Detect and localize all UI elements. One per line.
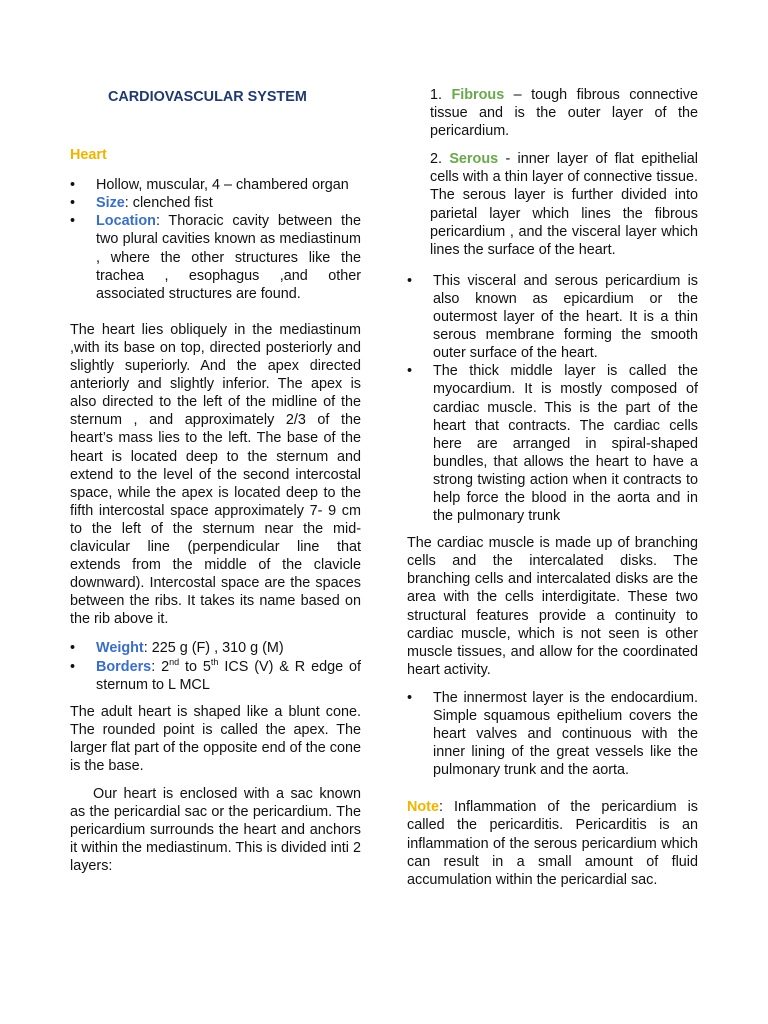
list-item: • This visceral and serous pericardium is also known as epicardium or the outermost layer of the heart. It is a thin serous membrane forming the smooth outer surface of the heart. — [407, 272, 698, 362]
note-paragraph: Note: Inflammation of the pericardium is called the pericarditis. Pericarditis is an inflammation of the serous pericardium which can result in a small amount of fluid accumulation within the pericardial sac. — [407, 799, 698, 888]
heart-layers-list — [407, 272, 698, 525]
left-column — [70, 86, 361, 876]
list-item: • The thick middle layer is called the myocardium. It is mostly composed of cardiac muscle. This is the part of the heart that contracts. The cardiac cells here are arranged in spiral-shaped bundles, that allows the heart to have a strong twisting action when it contracts to help force the blood in the aorta and in the pulmonary trunk — [407, 362, 698, 525]
endocardium-list — [407, 689, 698, 779]
location-label: Location — [96, 213, 156, 230]
heart-position-paragraph: The heart lies obliquely in the mediastinum ,with its base on top, directed posteriorly and slightly superiorly. And the apex directed anteriorly and slightly inferior. The apex is also directed to the left of the midline of the sternum , and approximately 2/3 of the heart’s mass lies to the left. The base of the heart is located deep to the sternum and extend to the level of the second intercostal space, while the apex is located deep to the fifth intercostal space approximately 7- 9 cm to the left of the sternum near the mid-clavicular line (perpendicular line that extends from the middle of the clavicle downward). Intercostal space are the spaces between the ribs. It takes its name based on the rib above it. — [70, 321, 361, 628]
weight-label: Weight — [96, 640, 144, 657]
cardiac-muscle-paragraph: The cardiac muscle is made up of branching cells and the intercalated disks. The branching cells and intercalated disks are the area with the cells interdigitate. These two structural features provide a continuity to cardiac muscle, which is not seen is other muscle tissues, and allow for the coordinated heart activity. — [407, 535, 698, 678]
size-label: Size — [96, 195, 125, 212]
list-item: • The innermost layer is the endocardium. Simple squamous epithelium covers the heart valves and continuous with the inner lining of the great vessels like the pulmonary trunk and the aorta. — [407, 689, 698, 779]
note-label: Note — [407, 799, 439, 816]
heart-measurements-list — [70, 639, 361, 693]
borders-label: Borders — [96, 658, 152, 675]
serous-layer-item: 2. Serous - inner layer of flat epithelial cells with a thin layer of connective tissue. The serous layer is further divided into parietal layer which lines the fibrous pericardium , and the visceral layer which lines the surface of the heart. — [430, 151, 699, 258]
list-item: • Borders: 2nd to 5th ICS (V) & R edge of sternum to L MCL — [70, 658, 361, 694]
serous-label: Serous — [449, 151, 499, 168]
heart-facts-list — [70, 176, 361, 303]
heart-shape-paragraph: The adult heart is shaped like a blunt cone. The rounded point is called the apex. The larger flat part of the opposite end of the cone is the base. — [70, 703, 361, 774]
list-item: • Location: Thoracic cavity between the two plural cavities known as mediastinum , where the other structures like the trachea , esophagus ,and other associated structures are found. — [70, 212, 361, 302]
list-item: • Hollow, muscular, 4 – chambered organ — [70, 176, 361, 194]
right-column — [407, 86, 698, 889]
fibrous-label: Fibrous — [451, 87, 505, 103]
list-item: • Weight: 225 g (F) , 310 g (M) — [70, 639, 361, 657]
section-heading-heart: Heart — [70, 147, 107, 164]
pericardium-paragraph: Our heart is enclosed with a sac known as the pericardial sac or the pericardium. The pericardium surrounds the heart and anchors it within the mediastinum. This is divided inti 2 layers: — [70, 786, 361, 875]
list-item: • Size: clenched fist — [70, 194, 361, 212]
page-title: CARDIOVASCULAR SYSTEM — [108, 89, 307, 105]
fibrous-layer-item: 1. Fibrous – tough fibrous connective tissue and is the outer layer of the pericardium. — [430, 87, 699, 140]
